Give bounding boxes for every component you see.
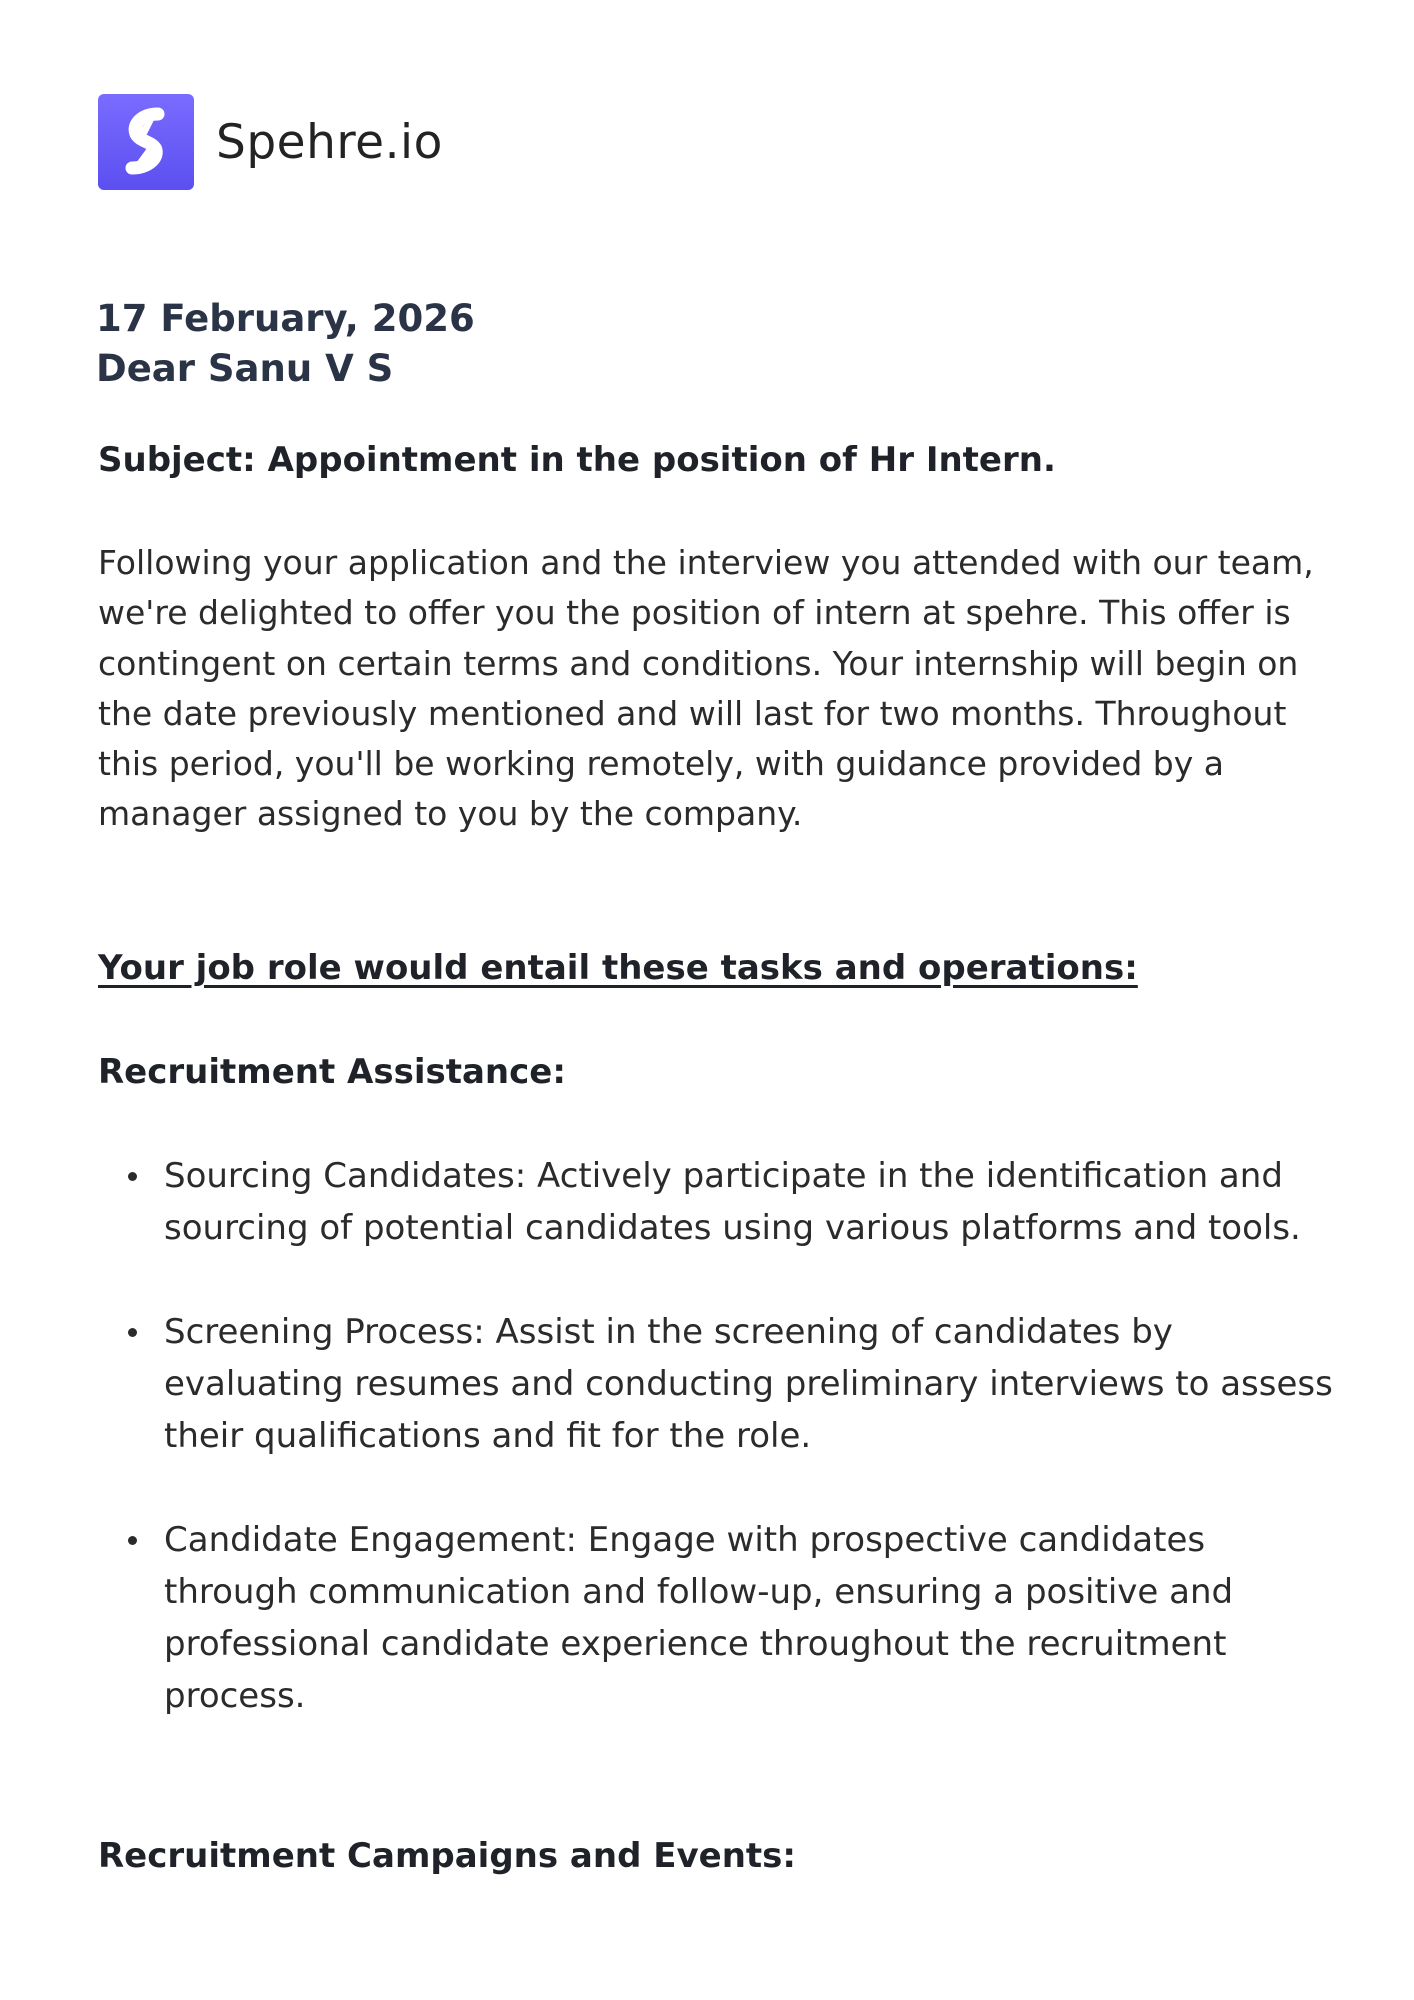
- task-list-item: [98, 1150, 1338, 1254]
- letter-body-paragraph: Following your application and the interview you attended with our team, we're delighted to offer you the position of intern at spehre. This offer is contingent on certain terms and conditions. Your internship will begin on the date previously mentioned and will last for two months. Throughout this period, you'll be working remotely, with guidance provided by a manager assigned to you by the company.: [98, 543, 1314, 834]
- section-heading-recruitment-assistance: Recruitment Assistance:: [98, 1052, 566, 1092]
- letter-subject: Subject: Appointment in the position of Hr Intern.: [98, 440, 1056, 480]
- task-text: Candidate Engagement: Engage with prospective candidates through communication and follow-up, ensuring a positive and professional candidate experience throughout the recruitment process.: [164, 1520, 1234, 1716]
- bullet-dot-icon: [128, 1328, 137, 1337]
- brand-name: Spehre.io: [216, 114, 443, 170]
- s-logo-icon: [98, 94, 194, 190]
- letter-greeting: Dear Sanu V S: [96, 347, 394, 390]
- letter-date: 17 February, 2026: [96, 297, 475, 340]
- recruitment-assistance-task-list: [98, 1150, 1338, 1722]
- s-logo-graphic: [98, 94, 194, 190]
- bullet-dot-icon: [128, 1172, 137, 1181]
- task-list-item: [98, 1514, 1338, 1722]
- task-text: Sourcing Candidates: Actively participate in the identification and sourcing of potential candidates using various platforms and tools.: [164, 1156, 1301, 1248]
- brand-header: [98, 94, 443, 190]
- job-role-heading: Your job role would entail these tasks and operations:: [98, 948, 1138, 988]
- task-text: Screening Process: Assist in the screening of candidates by evaluating resumes and conducting preliminary interviews to assess their qualifications and fit for the role.: [164, 1312, 1333, 1456]
- section-heading-recruitment-campaigns: Recruitment Campaigns and Events:: [98, 1836, 796, 1876]
- task-list-item: [98, 1306, 1338, 1462]
- bullet-dot-icon: [128, 1536, 137, 1545]
